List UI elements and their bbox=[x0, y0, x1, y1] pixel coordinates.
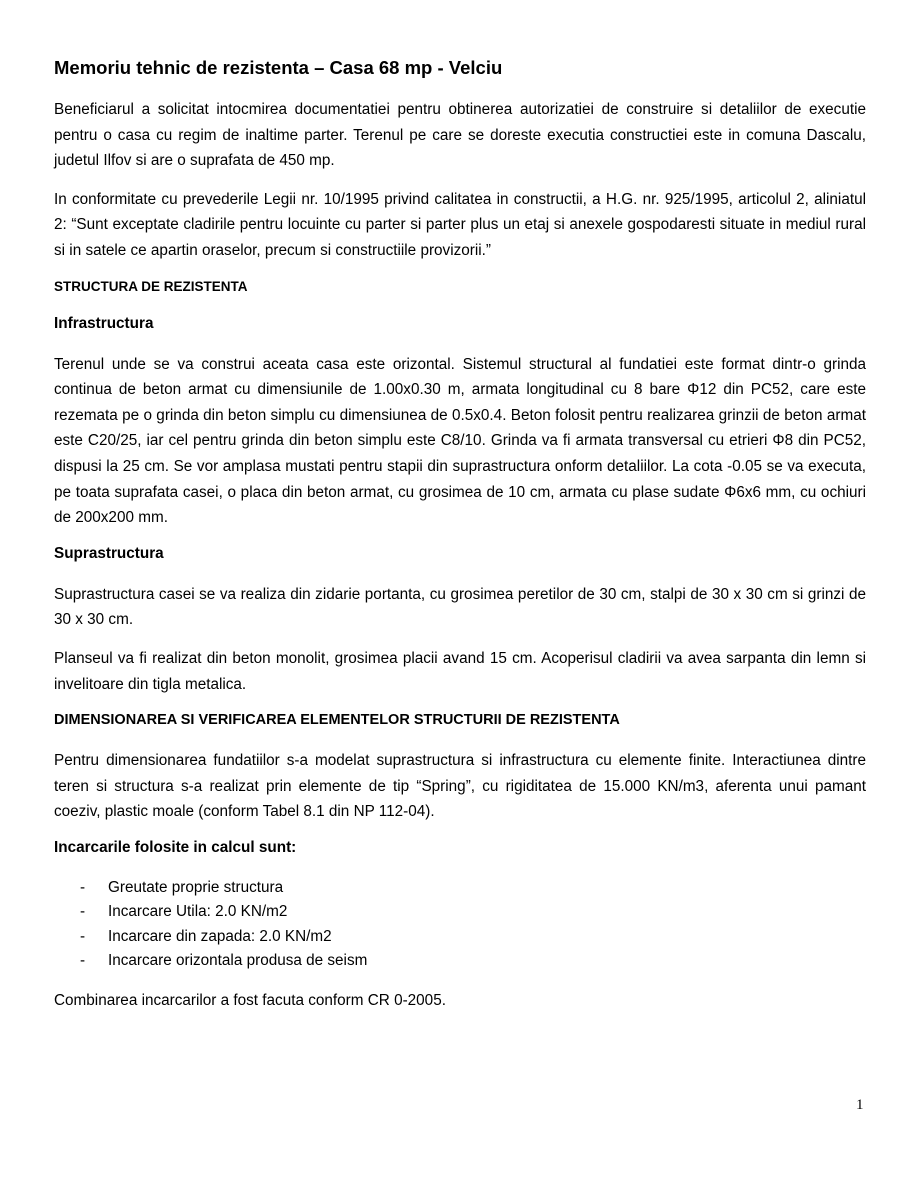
document-page bbox=[54, 56, 866, 1026]
subheading-superstructure: Suprastructura bbox=[54, 544, 164, 562]
section-heading-dimensioning: DIMENSIONAREA SI VERIFICAREA ELEMENTELOR STRUCTURII DE REZISTENTA bbox=[54, 712, 620, 729]
list-item-text: Incarcare orizontala produsa de seism bbox=[108, 952, 368, 970]
dash-bullet: - bbox=[80, 903, 86, 921]
list-item-text: Incarcare Utila: 2.0 KN/m2 bbox=[108, 903, 288, 921]
subheading-loads: Incarcarile folosite in calcul sunt: bbox=[54, 838, 297, 856]
loads-list bbox=[54, 876, 866, 974]
section-heading-structure: STRUCTURA DE REZISTENTA bbox=[54, 278, 248, 294]
subheading-infrastructure: Infrastructura bbox=[54, 314, 154, 332]
page-number: 1 bbox=[856, 1097, 864, 1113]
document-title: Memoriu tehnic de rezistenta – Casa 68 mp - Velciu bbox=[54, 57, 503, 78]
list-item bbox=[54, 876, 866, 901]
intro-paragraph-1: Beneficiarul a solicitat intocmirea documentatiei pentru obtinerea autorizatiei de construire si detaliilor de executie pentru o casa cu regim de inaltime parter. Terenul pe care se doreste executia constructiei este in comuna Dascalu, judetul Ilfov si are o suprafata de 450 mp. bbox=[54, 101, 866, 170]
dimensioning-paragraph: Pentru dimensionarea fundatiilor s-a modelat suprastructura si infrastructura cu elemente finite. Interactiunea dintre teren si structura s-a realizat prin elemente de tip “Spring”, cu rigiditatea de 15.000 KN/m3, aferenta unui pamant coeziv, plastic moale (conform Tabel 8.1 din NP 112-04). bbox=[54, 752, 866, 821]
superstructure-paragraph-1: Suprastructura casei se va realiza din zidarie portanta, cu grosimea peretilor de 30 cm, stalpi de 30 x 30 cm si grinzi de 30 x 30 cm. bbox=[54, 585, 866, 629]
superstructure-paragraph-2: Planseul va fi realizat din beton monolit, grosimea placii avand 15 cm. Acoperisul cladirii va avea sarpanta din lemn si invelitoare din tigla metalica. bbox=[54, 649, 866, 693]
list-item-text: Greutate proprie structura bbox=[108, 878, 284, 896]
list-item-text: Incarcare din zapada: 2.0 KN/m2 bbox=[108, 927, 332, 945]
list-item bbox=[54, 949, 866, 974]
dash-bullet: - bbox=[80, 952, 86, 970]
dash-bullet: - bbox=[80, 878, 86, 896]
infrastructure-paragraph: Terenul unde se va construi aceata casa este orizontal. Sistemul structural al fundatiei este format dintr-o grinda continua de beton armat cu dimensiunile de 1.00x0.30 m, armata longitudinal cu 8 bare Φ12 din PC52, care este rezemata pe o grinda din beton simplu cu dimensiunea de 0.5x0.4. Beton folosit pentru realizarea grinzii de beton armat este C20/25, iar cel pentru grinda din beton simplu este C8/10. Grinda va fi armata transversal cu etrieri Φ8 din PC52, dispusi la 25 cm. Se vor amplasa mustati pentru stapii din suprastructura onform detaliilor. La cota -0.05 se va executa, pe toata suprafata casei, o placa din beton armat, cu grosimea de 10 cm, armata cu plase sudate Φ6x6 mm, cu ochiuri de 200x200 mm. bbox=[54, 355, 866, 527]
list-item bbox=[54, 925, 866, 950]
list-item bbox=[54, 900, 866, 925]
dash-bullet: - bbox=[80, 927, 86, 945]
intro-paragraph-2: In conformitate cu prevederile Legii nr. 10/1995 privind calitatea in constructii, a H.G. nr. 925/1995, articolul 2, aliniatul 2: “Sunt exceptate cladirile pentru locuinte cu parter si parter plus un etaj si anexele gospodaresti situate in mediul rural si in satele ce apartin oraselor, precum si constructiile provizorii.” bbox=[54, 190, 866, 259]
combination-paragraph: Combinarea incarcarilor a fost facuta conform CR 0-2005. bbox=[54, 991, 446, 1009]
